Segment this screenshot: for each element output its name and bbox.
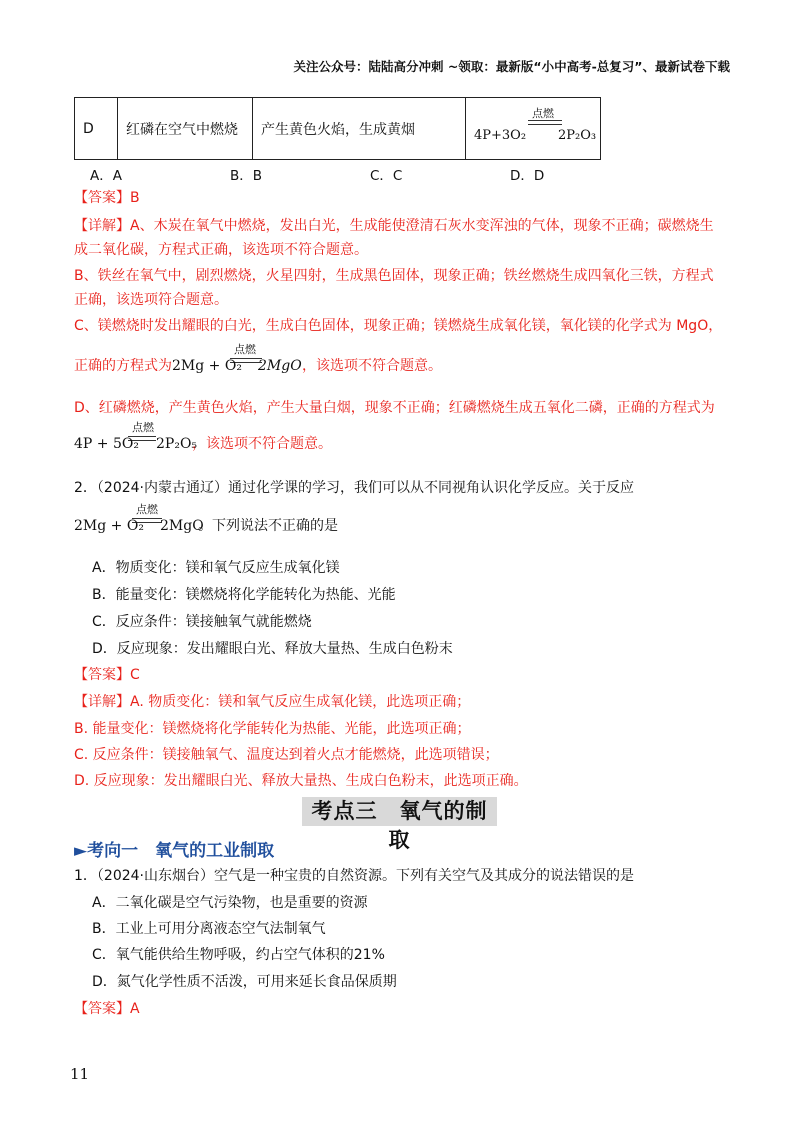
experiment-cell: 红磷在空气中燃烧: [118, 98, 253, 160]
eq-reactants: 4P + 5O₂: [74, 436, 139, 452]
q2-detail-a: [74, 692, 470, 712]
q3-option-c[interactable]: C．氧气能供给生物呼吸，约占空气体积的21%: [92, 947, 385, 963]
question-table: [74, 97, 601, 160]
q1-detail-c2: [74, 343, 442, 376]
equation-mgo: [172, 343, 302, 376]
eq-condition: 点燃: [234, 343, 256, 356]
option-c[interactable]: C．C: [370, 168, 403, 184]
table-row: [75, 98, 601, 160]
q2-detail-b: B. 能量变化：镁燃烧将化学能转化为热能、光能，此选项正确；: [74, 721, 471, 737]
answer-value: A: [130, 1001, 140, 1017]
answer-value: C: [130, 667, 140, 683]
q1-detail-c1: C、镁燃烧时发出耀眼的白光，生成白色固体，现象正确；镁燃烧生成氧化镁，氧化镁的化学式为 MgO，: [74, 318, 723, 334]
q2-option-a[interactable]: A．物质变化：镁和氧气反应生成氧化镁: [92, 560, 340, 576]
answer-label: 【答案】: [74, 1001, 130, 1017]
phenomenon-cell: 产生黄色火焰，生成黄烟: [253, 98, 466, 160]
detail-text: ，该选项不符合题意。: [302, 358, 442, 374]
equation-cell: [466, 98, 601, 160]
detail-text: 正确的方程式为: [74, 358, 172, 374]
equation-p2o5: [74, 421, 198, 454]
option-a[interactable]: A．A: [90, 168, 122, 184]
q1-answer: [74, 188, 140, 208]
q3-option-d[interactable]: D．氮气化学性质不活泼，可用来延长食品保质期: [92, 974, 397, 990]
answer-value: B: [130, 190, 140, 206]
q2-stem-line2: [74, 503, 338, 536]
detail-label: 【详解】: [74, 218, 130, 234]
answer-label: 【答案】: [74, 667, 130, 683]
q2-option-d[interactable]: D．反应现象：发出耀眼白光、释放大量热、生成白色粉末: [92, 641, 453, 657]
eq-condition: 点燃: [136, 503, 158, 516]
detail-text: A、木炭在氧气中燃烧，发出白光，生成能使澄清石灰水变浑浊的气体，现象不正确；碳燃烧生: [130, 218, 714, 234]
eq-products: 2MgO: [160, 518, 204, 534]
answer-label: 【答案】: [74, 190, 130, 206]
page-number: 11: [70, 1065, 90, 1083]
q1-options: [90, 164, 650, 182]
q2-detail-c: C. 反应条件：镁接触氧气、温度达到着火点才能燃烧，此选项错误；: [74, 747, 499, 763]
q1-detail-d2: [74, 421, 332, 454]
topic-heading: ►考向一 氧气的工业制取: [74, 841, 275, 861]
eq-condition: 点燃: [532, 106, 554, 120]
detail-text: ，该选项不符合题意。: [192, 436, 332, 452]
eq-products: 2P₂O₅: [156, 436, 198, 452]
q2-option-b[interactable]: B．能量变化：镁燃烧将化学能转化为热能、光能: [92, 587, 396, 603]
q1-detail-b2: 正确，该选项符合题意。: [74, 292, 228, 308]
option-d[interactable]: D．D: [510, 168, 545, 184]
q2-answer: [74, 665, 140, 685]
eq-products: 2MgO: [258, 358, 302, 374]
detail-text: A. 物质变化：镁和氧气反应生成氧化镁，此选项正确；: [130, 694, 471, 710]
section-title: 考点三 氧气的制取: [302, 797, 497, 826]
header-note: 关注公众号：陆陆高分冲刺 ~领取：最新版“小中高考-总复习”、最新试卷下载: [293, 59, 730, 74]
q3-option-a[interactable]: A．二氧化碳是空气污染物，也是重要的资源: [92, 895, 368, 911]
detail-label: 【详解】: [74, 694, 130, 710]
stem-text: 。下列说法不正确的是: [198, 518, 338, 534]
eq-double-line: [528, 120, 562, 125]
q3-option-b[interactable]: B．工业上可用分离液态空气法制氧气: [92, 921, 326, 937]
eq-condition: 点燃: [132, 421, 154, 434]
q1-detail-a2: 成二氧化碳，方程式正确，该选项不符合题意。: [74, 242, 368, 258]
eq-reactants: 2Mg + O₂: [172, 358, 242, 374]
q1-detail-d1: D、红磷燃烧，产生黄色火焰，产生大量白烟，现象不正确；红磷燃烧生成五氧化二磷，正确的方程式为: [74, 400, 715, 416]
option-b[interactable]: B．B: [230, 168, 263, 184]
equation-mgo: [74, 503, 204, 536]
q3-stem: 1．（2024·山东烟台）空气是一种宝贵的自然资源。下列有关空气及其成分的说法错误的是: [74, 868, 634, 884]
q3-answer: [74, 999, 140, 1019]
eq-reactants: 2Mg + O₂: [74, 518, 144, 534]
q1-detail-a1: [74, 216, 714, 236]
eq-products: 2P₂O₃: [558, 127, 597, 143]
q2-option-c[interactable]: C．反应条件：镁接触氧气就能燃烧: [92, 614, 312, 630]
q2-detail-d: D. 反应现象：发出耀眼白光、释放大量热、生成白色粉末，此选项正确。: [74, 773, 528, 789]
eq-reactants: 4P+3O₂: [474, 127, 527, 143]
q1-detail-b1: B、铁丝在氧气中，剧烈燃烧，火星四射，生成黑色固体，现象正确；铁丝燃烧生成四氧化三铁，方程式: [74, 268, 714, 284]
row-label: D: [75, 98, 118, 160]
q2-stem-line1: 2．（2024·内蒙古通辽）通过化学课的学习，我们可以从不同视角认识化学反应。关于反应: [74, 480, 634, 496]
